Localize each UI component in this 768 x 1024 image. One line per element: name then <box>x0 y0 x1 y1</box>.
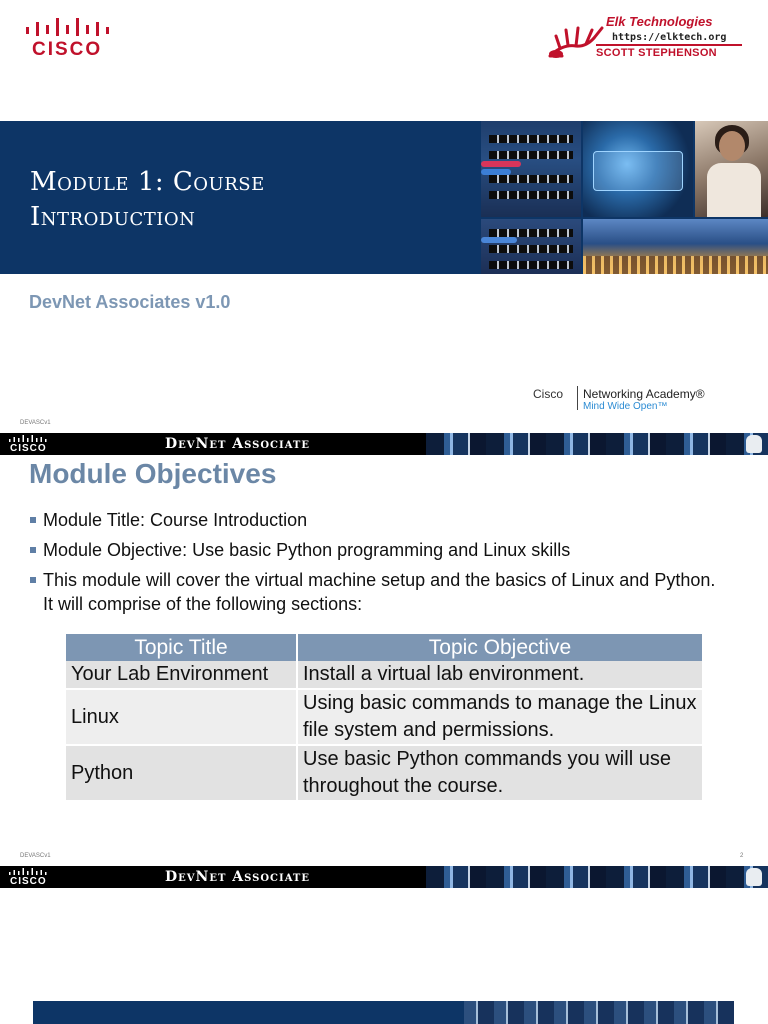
netacad-tagline: Mind Wide Open™ <box>583 401 668 412</box>
cisco-bridge-icon <box>24 16 116 38</box>
table-cell: Using basic commands to manage the Linux file system and permissions. <box>297 689 702 745</box>
table-cell: Install a virtual lab environment. <box>297 661 702 689</box>
cisco-logo-small <box>6 867 50 887</box>
devnet-header-title: DevNet Associate <box>165 436 310 452</box>
elk-technologies-logo <box>546 12 746 62</box>
devnet-header-bar <box>0 866 768 888</box>
table-cell: Python <box>66 745 297 801</box>
table-row <box>66 661 702 689</box>
title-slide <box>0 0 768 425</box>
header-photo-strip <box>426 866 768 888</box>
devnet-header-title: DevNet Associate <box>165 869 310 885</box>
devnet-header-bar <box>0 433 768 455</box>
netacad-name: Networking Academy® <box>583 387 705 401</box>
table-cell: Use basic Python commands you will use throughout the course. <box>297 745 702 801</box>
table-row <box>66 745 702 801</box>
professional-woman-photo <box>695 121 768 217</box>
topics-table <box>66 634 702 802</box>
netacad-divider <box>577 386 578 410</box>
table-cell: Linux <box>66 689 297 745</box>
slide-title: Module Objectives <box>29 458 277 489</box>
list-item: Module Objective: Use basic Python programming and Linux skills <box>30 538 730 562</box>
elk-divider <box>596 44 742 46</box>
server-cables-photo <box>481 219 581 274</box>
digital-screen-photo <box>583 121 693 217</box>
city-skyline-photo <box>583 219 768 274</box>
table-cell: Your Lab Environment <box>66 661 297 689</box>
cisco-logo <box>24 16 120 60</box>
column-header-topic-title: Topic Title <box>66 634 297 661</box>
page-number: 2 <box>740 853 744 859</box>
networking-academy-logo <box>533 386 753 416</box>
cisco-wordmark-small: CISCO <box>10 443 47 454</box>
title-banner <box>0 121 768 274</box>
cisco-bridge-icon <box>8 867 48 876</box>
objectives-list <box>30 508 730 622</box>
table-row <box>66 689 702 745</box>
course-subtitle: DevNet Associates v1.0 <box>29 292 231 312</box>
netacad-brand: Cisco <box>533 387 564 401</box>
list-item: Module Title: Course Introduction <box>30 508 730 532</box>
table-header-row <box>66 634 702 661</box>
list-item: This module will cover the virtual machine setup and the basics of Linux and Python. It will comprise of the following sections: <box>30 568 730 616</box>
cisco-wordmark-small: CISCO <box>10 876 47 887</box>
module-title <box>30 165 450 235</box>
module-title-line-2: Introduction <box>30 202 196 232</box>
cisco-logo-small <box>6 434 50 454</box>
cisco-bridge-icon <box>8 434 48 443</box>
header-photo-strip <box>426 433 768 455</box>
banner-photo <box>464 1001 734 1024</box>
banner-photo-collage <box>481 121 768 274</box>
elk-brand-name: Elk Technologies <box>606 14 713 29</box>
column-header-topic-objective: Topic Objective <box>297 634 702 661</box>
module-title-line-1: Module 1: Course <box>30 167 265 197</box>
slide-code: DEVASCv1 <box>20 853 51 859</box>
android-robot-icon <box>746 868 762 886</box>
cisco-wordmark: CISCO <box>32 39 103 60</box>
network-switch-photo <box>481 121 581 217</box>
next-slide-banner <box>33 1001 734 1024</box>
elk-url: https://elktech.org <box>612 32 727 43</box>
elk-owner-name: SCOTT STEPHENSON <box>596 47 717 59</box>
slide-code: DEVASCv1 <box>20 420 51 426</box>
android-robot-icon <box>746 435 762 453</box>
